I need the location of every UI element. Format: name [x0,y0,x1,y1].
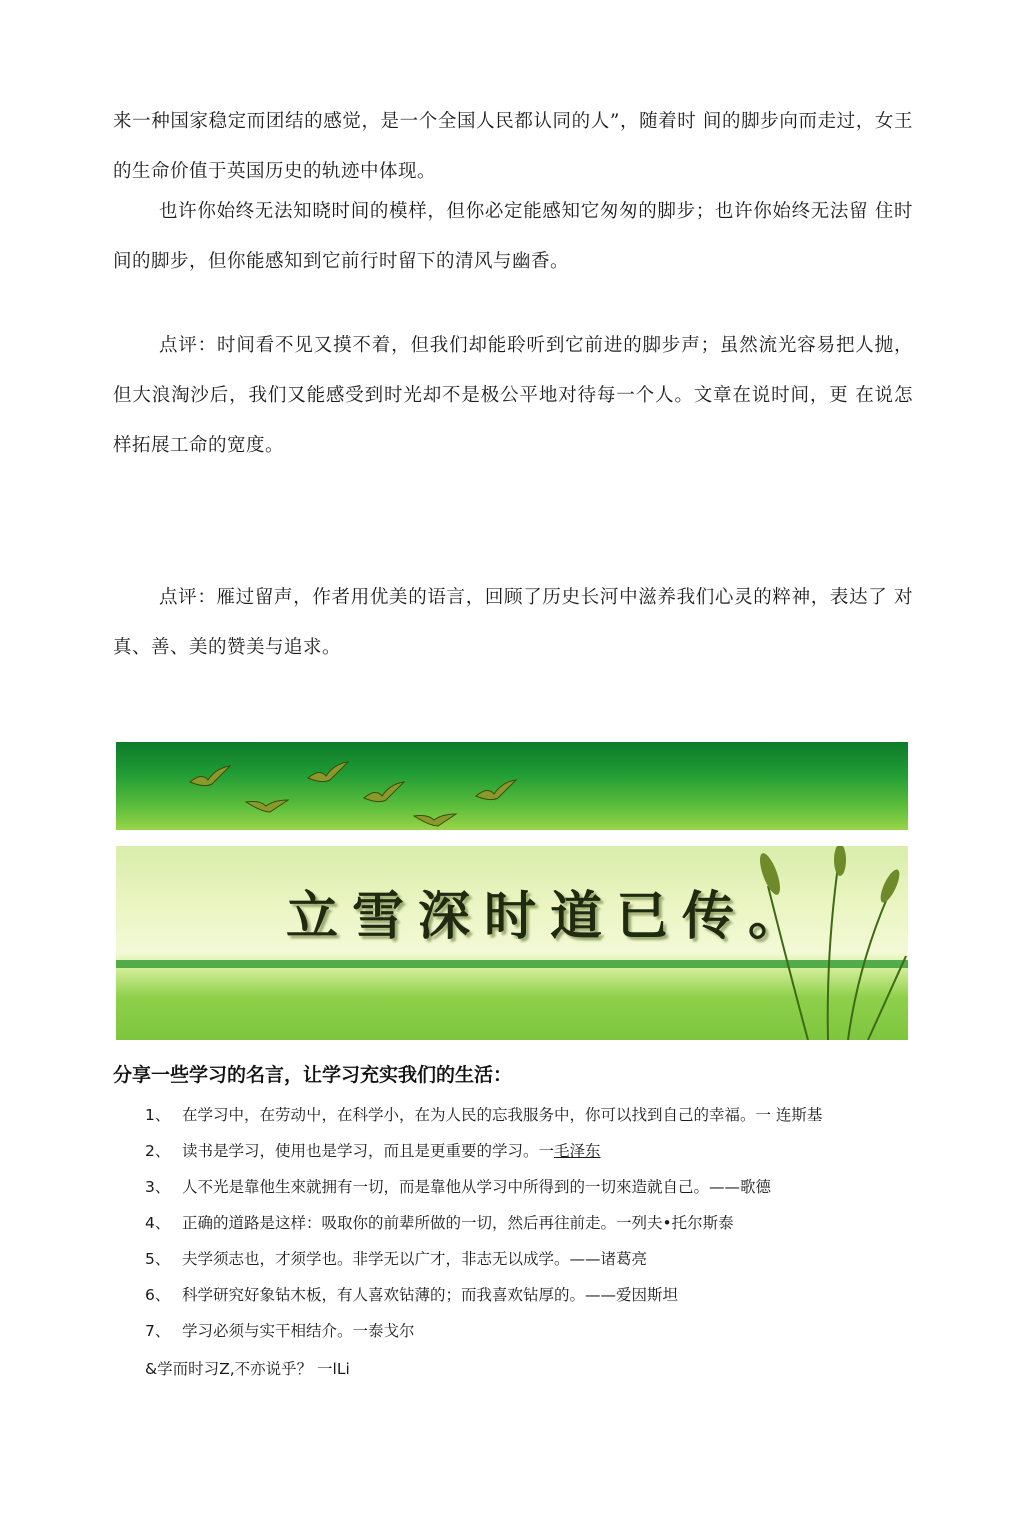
list-item: 2、 读书是学习，使用也是学习，而且是更重要的学习。一毛泽东 [145,1142,601,1160]
author-link: 毛泽东 [554,1142,601,1160]
geese-banner-image [116,742,908,830]
list-item: 4、 正确的道路是这样：吸取你的前辈所做的一切，然后再往前走。一列夫•托尔斯泰 [145,1214,734,1232]
list-item: 6、 科学研究好象钻木板，有人喜欢钻薄的；而我喜欢钻厚的。——爱因斯坦 [145,1286,679,1304]
slogan-banner-image [116,846,908,1040]
commentary-paragraph-1: 点评：时间看不见又摸不着，但我们却能聆听到它前进的脚步声；虽然流光容易把人抛，但大浪淘沙后，我们又能感受到时光却不是极公平地对待每一个人。文章在说时间，更 在说怎样拓展工命的宽度。 [113,335,913,456]
slogan-text: 立雪深时道已传。 [286,887,815,947]
paragraph-1: 来一种国家稳定而团结的感觉，是一个全国人民都认同的人”，随着时 间的脚步向而走过，女王的生命价值于英国历史的轨迹中体现。 [113,111,913,182]
list-item: 1、 在学习中，在劳动屮，在科学小，在为人民的忘我服务中，你可以找到自己的幸福。一 连斯基 [145,1106,823,1124]
list-item: 5、 夫学须志也，才须学也。非学无以广才，非志无以成学。——诸葛亮 [145,1250,648,1268]
final-quote-line: &学而时习Z,不亦说乎？ 一lLi [145,1360,350,1378]
quotes-list [145,1097,925,1349]
paragraph-2: 也许你始终无法知晓时间的模样，但你必定能感知它匆匆的脚步；也许你始终无法留 住时间的脚步，但你能感知到它前行时留下的清风与幽香。 [113,201,913,272]
quotes-heading: 分享一些学习的名言，让学习充实我们的生活： [113,1064,513,1086]
commentary-paragraph-2: 点评：雁过留声，作者用优美的语言，回顾了历史长河中滋养我们心灵的粹神，表达了 对真、善、美的赞美与追求。 [113,587,913,658]
list-item: 3、 人不光是靠他生來就拥有一切，而是靠他从学习中所得到的一切來造就自己。——歌德 [145,1178,772,1196]
list-item: 7、 学习必须与实干相结介。一泰戈尔 [145,1322,415,1340]
flying-geese-illustration [116,742,908,830]
